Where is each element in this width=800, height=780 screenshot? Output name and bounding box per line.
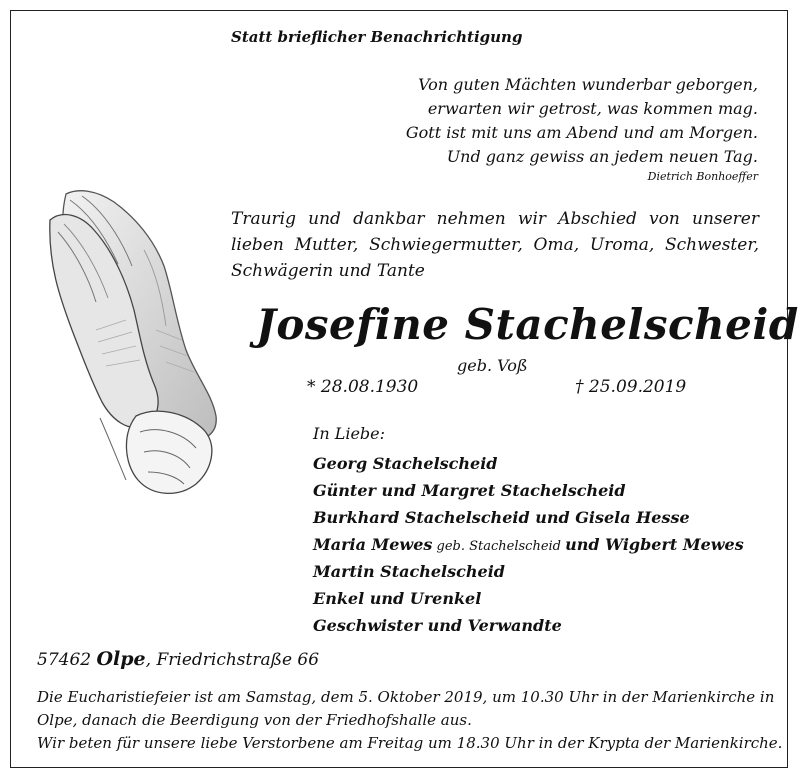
notice-line: Olpe, danach die Beerdigung von der Friedhofshalle aus. <box>37 711 472 729</box>
mourner-partner: und Wigbert Mewes <box>565 535 744 554</box>
poem-line: erwarten wir getrost, was kommen mag. <box>427 99 758 118</box>
mourners-list <box>313 450 744 639</box>
mourner: Burkhard Stachelscheid und Gisela Hesse <box>313 508 690 527</box>
in-love-label: In Liebe: <box>313 424 386 443</box>
poem-line: Gott ist mit uns am Abend und am Morgen. <box>405 123 758 142</box>
address <box>37 648 319 670</box>
heading: Statt brieflicher Benachrichtigung <box>231 28 523 46</box>
poem-line: Und ganz gewiss an jedem neuen Tag. <box>446 147 758 166</box>
mourner <box>313 531 744 558</box>
poem <box>406 73 758 169</box>
city: Olpe <box>96 648 146 670</box>
mourner: Enkel und Urenkel <box>313 589 482 608</box>
birth-date: * 28.08.1930 <box>307 377 419 397</box>
mourner: Geschwister und Verwandte <box>313 616 562 635</box>
poem-line: Von guten Mächten wunderbar geborgen, <box>418 75 758 94</box>
death-date: † 25.09.2019 <box>575 377 687 397</box>
street: , Friedrichstraße 66 <box>145 650 320 670</box>
poem-author: Dietrich Bonhoeffer <box>647 170 758 183</box>
mourner-name: Maria Mewes <box>313 535 433 554</box>
service-notice <box>37 686 782 755</box>
maiden-name: geb. Voß <box>457 356 528 375</box>
mourner: Georg Stachelscheid <box>313 454 498 473</box>
mourner-maiden-note: geb. Stachelscheid <box>432 539 566 554</box>
deceased-name: Josefine Stachelscheid <box>256 300 799 349</box>
intro-text: Traurig und dankbar nehmen wir Abschied von unserer lieben Mutter, Schwiegermutter, Oma, Uroma, Schwester, Schwägerin und Tante <box>231 209 759 281</box>
notice-line: Die Eucharistiefeier ist am Samstag, dem 5. Oktober 2019, um 10.30 Uhr in der Marienkirche in <box>37 688 775 706</box>
mourner: Martin Stachelscheid <box>313 562 505 581</box>
notice-line: Wir beten für unsere liebe Verstorbene am Freitag um 18.30 Uhr in der Krypta der Marienkirche. <box>37 734 783 752</box>
mourner: Günter und Margret Stachelscheid <box>313 481 626 500</box>
zip-code: 57462 <box>37 650 92 670</box>
praying-hands-icon <box>36 180 226 510</box>
